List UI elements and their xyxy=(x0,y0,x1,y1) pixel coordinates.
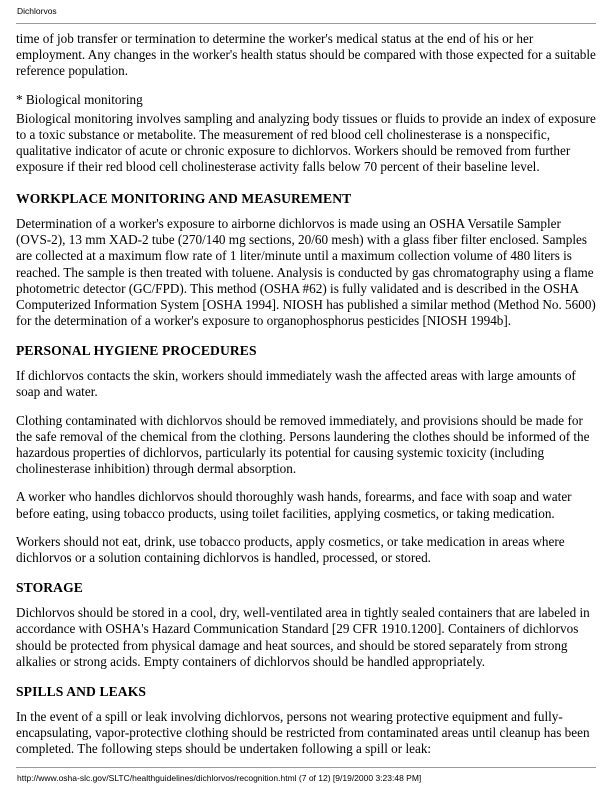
section-heading-storage: STORAGE xyxy=(16,580,83,596)
footer-divider xyxy=(16,767,596,768)
personal-hygiene-paragraph-4: Workers should not eat, drink, use tobacco products, apply cosmetics, or take medication in areas where dichlorvos or a solution containing dichlorvos is handled, processed, or stored. xyxy=(16,534,565,566)
workplace-monitoring-paragraph: Determination of a worker's exposure to airborne dichlorvos is made using an OSHA Versatile Sampler (OVS-2), 13 mm XAD-2 tube (270/140 mg sections, 20/60 mesh) with a glass fiber filter enclosed. Samples are collected at a maximum flow rate of 1 liter/minute until a maximum collection volume of 480 liters is reached. The sample is then treated with toluene. Analysis is conducted by gas chromatography using a flame photometric detector (GC/FPD). This method (OSHA #62) is fully validated and is described in the OSHA Computerized Information System [OSHA 1994]. NIOSH has published a similar method (Method No. 5600) for the determination of a worker's exposure to organophosphorus pesticides [NIOSH 1994b]. xyxy=(16,216,596,328)
personal-hygiene-paragraph-1: If dichlorvos contacts the skin, workers should immediately wash the affected areas with large amounts of soap and water. xyxy=(16,367,576,399)
document-content xyxy=(16,31,596,757)
page-footer xyxy=(0,767,612,792)
biological-monitoring-paragraph: Biological monitoring involves sampling and analyzing body tissues or fluids to provide an index of exposure to a toxic substance or metabolite. The measurement of red blood cell cholinesterase is a nonspecific, qualitative indicator of acute or chronic exposure to dichlorvos. Workers should be removed from further exposure if their red blood cell cholinesterase activity falls below 70 percent of their baseline level. xyxy=(16,110,596,175)
header-divider xyxy=(16,23,596,24)
section-heading-workplace-monitoring: WORKPLACE MONITORING AND MEASUREMENT xyxy=(16,191,352,207)
biological-monitoring-subhead: * Biological monitoring xyxy=(16,91,143,107)
paragraph-continuation: time of job transfer or termination to determine the worker's medical status at the end of his or her employment. Any changes in the worker's health status should be compared with those expected for a suitable reference population. xyxy=(16,31,596,79)
section-heading-spills-and-leaks: SPILLS AND LEAKS xyxy=(16,683,147,699)
section-heading-personal-hygiene: PERSONAL HYGIENE PROCEDURES xyxy=(16,342,257,358)
page-header-title: Dichlorvos xyxy=(17,6,57,16)
personal-hygiene-paragraph-2: Clothing contaminated with dichlorvos should be removed immediately, and provisions should be made for the safe removal of the chemical from the clothing. Persons laundering the clothes should be informed of the hazardous properties of dichlorvos, particularly its potential for causing systemic toxicity (including cholinesterase inhibition) through dermal absorption. xyxy=(16,412,590,476)
personal-hygiene-paragraph-3: A worker who handles dichlorvos should thoroughly wash hands, forearms, and face with soap and water before eating, using tobacco products, using toilet facilities, applying cosmetics, or taking medication. xyxy=(16,489,572,521)
footer-url-text: http://www.osha-slc.gov/SLTC/healthguidelines/dichlorvos/recognition.html (7 of 12) [9/19/2000 3:23:48 PM] xyxy=(17,773,422,783)
spills-and-leaks-paragraph: In the event of a spill or leak involving dichlorvos, persons not wearing protective equipment and fully-encapsulating, vapor-protective clothing should be restricted from contaminated areas until cleanup has been completed. The following steps should be undertaken following a spill or leak: xyxy=(16,708,590,756)
storage-paragraph: Dichlorvos should be stored in a cool, dry, well-ventilated area in tightly sealed containers that are labeled in accordance with OSHA's Hazard Communication Standard [29 CFR 1910.1200]. Containers of dichlorvos should be protected from physical damage and heat sources, and should be stored separately from strong alkalies or strong acids. Empty containers of dichlorvos should be handled appropriately. xyxy=(16,605,590,669)
